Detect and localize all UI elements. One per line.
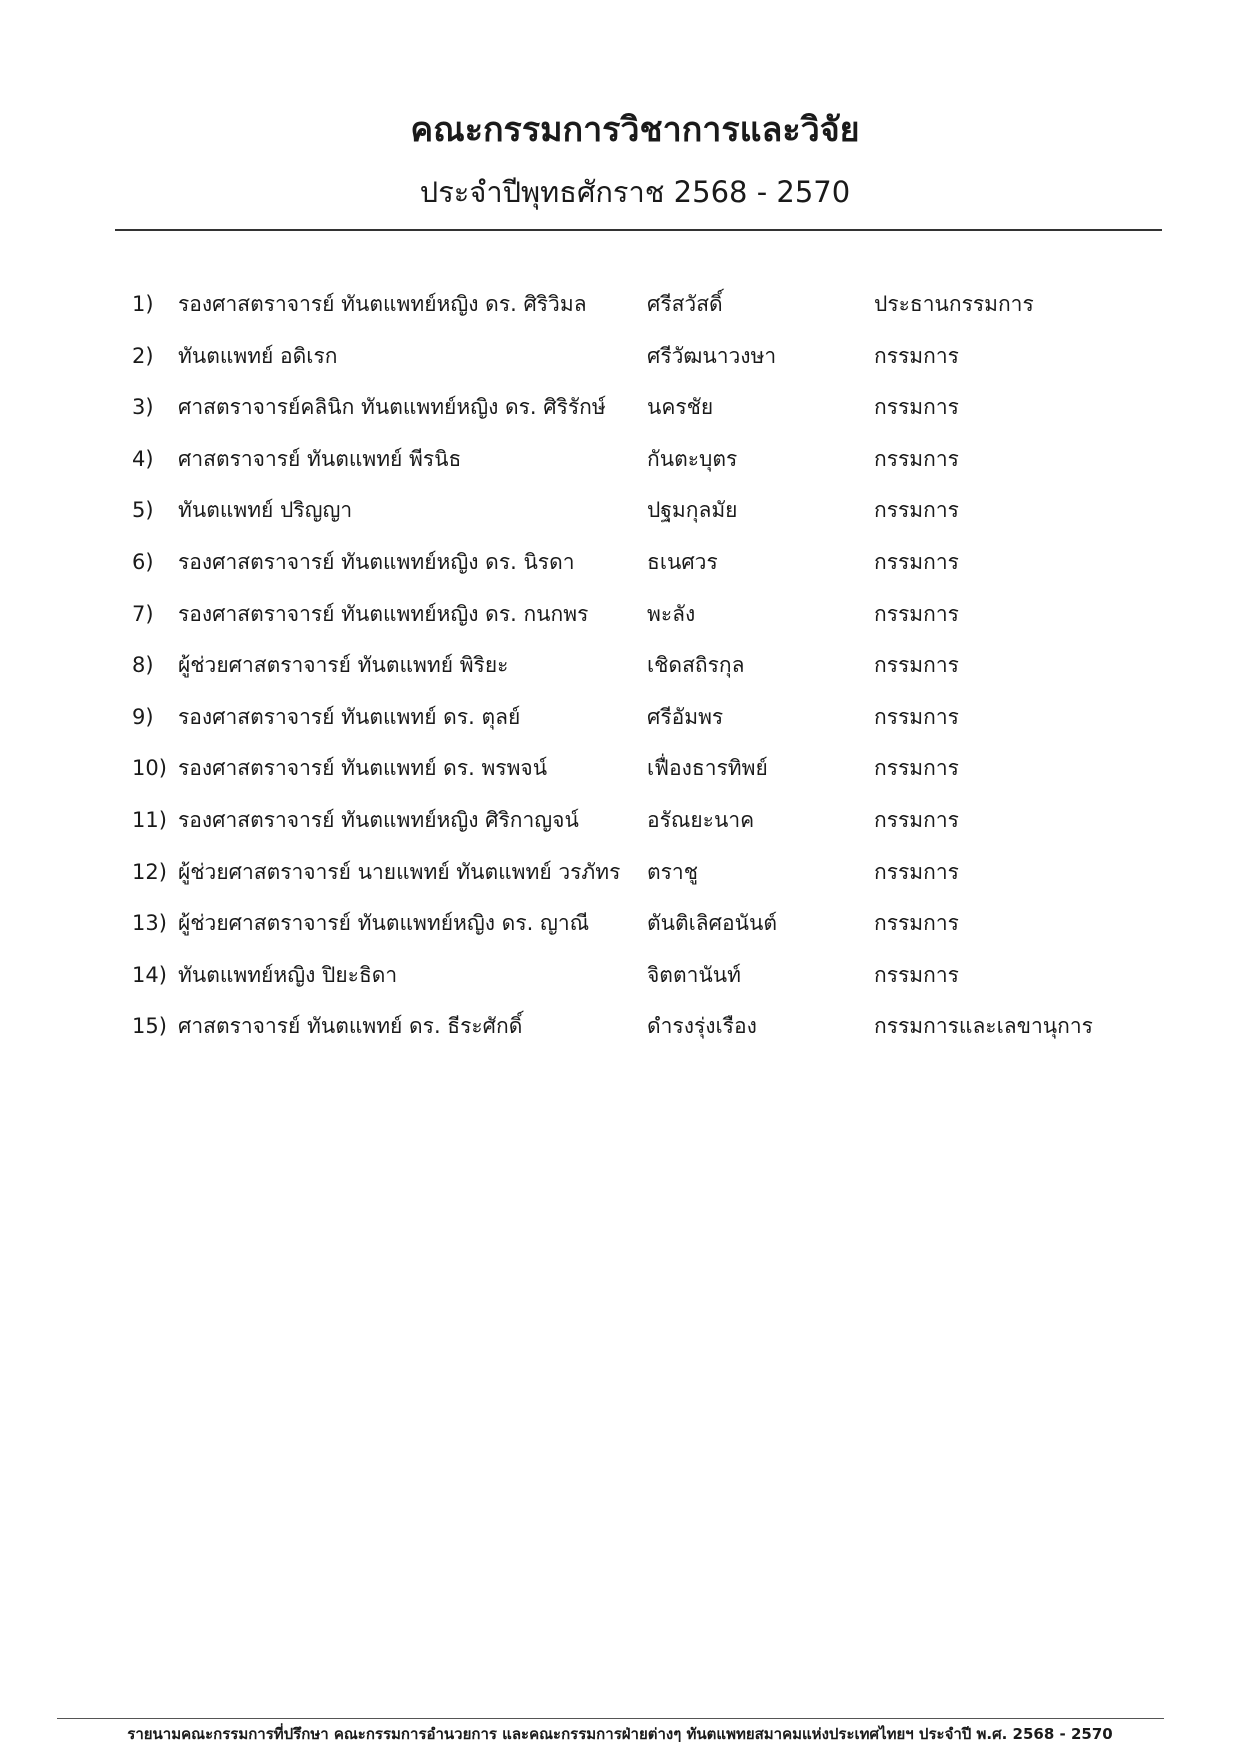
member-surname: อรัณยะนาค xyxy=(647,807,755,832)
member-surname: ศรีสวัสดิ์ xyxy=(647,292,723,316)
member-surname: ตราชู xyxy=(647,859,698,884)
member-name: ทันตแพทย์ ปริญญา xyxy=(178,498,353,523)
member-role: กรรมการ xyxy=(874,601,959,626)
member-number: 5) xyxy=(132,498,154,523)
member-surname: นครชัย xyxy=(647,395,714,420)
member-role: กรรมการ xyxy=(874,395,959,420)
member-role: กรรมการและเลขานุการ xyxy=(874,1014,1093,1039)
member-surname: เฟื่องธารทิพย์ xyxy=(647,756,768,781)
member-number: 11) xyxy=(132,807,167,832)
member-role: กรรมการ xyxy=(874,911,959,936)
member-surname: พะลัง xyxy=(647,601,696,626)
list-item xyxy=(0,1006,1240,1058)
member-number: 7) xyxy=(132,601,154,626)
member-surname: ปฐมกุลมัย xyxy=(647,498,738,523)
member-surname: ตันติเลิศอนันต์ xyxy=(647,911,777,936)
member-name: ศาสตราจารย์คลินิก ทันตแพทย์หญิง ดร. ศิริรักษ์ xyxy=(178,395,606,420)
member-name: ทันตแพทย์ อดิเรก xyxy=(178,343,338,368)
member-name: รองศาสตราจารย์ ทันตแพทย์หญิง ดร. นิรดา xyxy=(178,549,575,574)
list-item xyxy=(0,748,1240,800)
list-item xyxy=(0,903,1240,955)
member-list xyxy=(0,284,1240,1058)
member-surname: ศรีวัฒนาวงษา xyxy=(647,343,777,368)
member-number: 12) xyxy=(132,859,167,884)
page-subtitle: ประจำปีพุทธศักราช 2568 - 2570 xyxy=(419,175,851,209)
member-number: 10) xyxy=(132,756,167,781)
member-surname: ศรีอัมพร xyxy=(647,704,724,729)
member-name: ทันตแพทย์หญิง ปิยะธิดา xyxy=(178,962,398,987)
member-number: 4) xyxy=(132,446,154,471)
footer-divider xyxy=(57,1718,1164,1719)
list-item xyxy=(0,387,1240,439)
member-role: กรรมการ xyxy=(874,549,959,574)
member-role: กรรมการ xyxy=(874,704,959,729)
list-item xyxy=(0,439,1240,491)
member-name: รองศาสตราจารย์ ทันตแพทย์ ดร. ตุลย์ xyxy=(178,704,521,729)
member-name: ศาสตราจารย์ ทันตแพทย์ ดร. ธีระศักดิ์ xyxy=(178,1014,523,1039)
member-number: 1) xyxy=(132,292,154,316)
page-title: คณะกรรมการวิชาการและวิจัย xyxy=(410,110,860,150)
member-surname: ธเนศวร xyxy=(647,549,718,574)
member-surname: เชิดสถิรกุล xyxy=(647,653,745,678)
member-role: กรรมการ xyxy=(874,859,959,884)
member-number: 13) xyxy=(132,911,167,936)
member-name: รองศาสตราจารย์ ทันตแพทย์หญิง ดร. ศิริวิมล xyxy=(178,292,587,316)
member-name: รองศาสตราจารย์ ทันตแพทย์หญิง ศิริกาญจน์ xyxy=(178,807,579,832)
list-item xyxy=(0,852,1240,904)
member-number: 8) xyxy=(132,653,154,678)
member-number: 15) xyxy=(132,1014,167,1039)
list-item xyxy=(0,542,1240,594)
member-role: กรรมการ xyxy=(874,962,959,987)
list-item xyxy=(0,697,1240,749)
list-item xyxy=(0,284,1240,336)
member-role: กรรมการ xyxy=(874,807,959,832)
member-name: ศาสตราจารย์ ทันตแพทย์ พีรนิธ xyxy=(178,446,462,471)
member-role: ประธานกรรมการ xyxy=(874,292,1034,316)
member-number: 3) xyxy=(132,395,154,420)
list-item xyxy=(0,800,1240,852)
list-item xyxy=(0,490,1240,542)
member-name: รองศาสตราจารย์ ทันตแพทย์หญิง ดร. กนกพร xyxy=(178,601,589,626)
member-role: กรรมการ xyxy=(874,756,959,781)
member-surname: ดำรงรุ่งเรือง xyxy=(647,1014,757,1039)
header-divider xyxy=(115,229,1162,231)
member-role: กรรมการ xyxy=(874,343,959,368)
member-name: ผู้ช่วยศาสตราจารย์ ทันตแพทย์หญิง ดร. ญาณี xyxy=(178,911,590,936)
page-footer: รายนามคณะกรรมการที่ปรึกษา คณะกรรมการอำนวยการ และคณะกรรมการฝ่ายต่างๆ ทันตแพทยสมาคมแห่งประเทศไทยฯ ประจำปี พ.ศ. 2568 - 2570 xyxy=(127,1725,1113,1743)
member-name: ผู้ช่วยศาสตราจารย์ ทันตแพทย์ พิริยะ xyxy=(178,653,509,678)
member-role: กรรมการ xyxy=(874,446,959,471)
list-item xyxy=(0,955,1240,1007)
list-item xyxy=(0,336,1240,388)
list-item xyxy=(0,594,1240,646)
member-number: 2) xyxy=(132,343,154,368)
member-number: 14) xyxy=(132,962,167,987)
member-surname: กันตะบุตร xyxy=(647,446,738,471)
member-role: กรรมการ xyxy=(874,653,959,678)
list-item xyxy=(0,645,1240,697)
member-role: กรรมการ xyxy=(874,498,959,523)
member-surname: จิตตานันท์ xyxy=(647,962,741,987)
member-name: ผู้ช่วยศาสตราจารย์ นายแพทย์ ทันตแพทย์ วรภัทร xyxy=(178,859,621,884)
member-number: 6) xyxy=(132,549,154,574)
member-number: 9) xyxy=(132,704,154,729)
member-name: รองศาสตราจารย์ ทันตแพทย์ ดร. พรพจน์ xyxy=(178,756,548,781)
